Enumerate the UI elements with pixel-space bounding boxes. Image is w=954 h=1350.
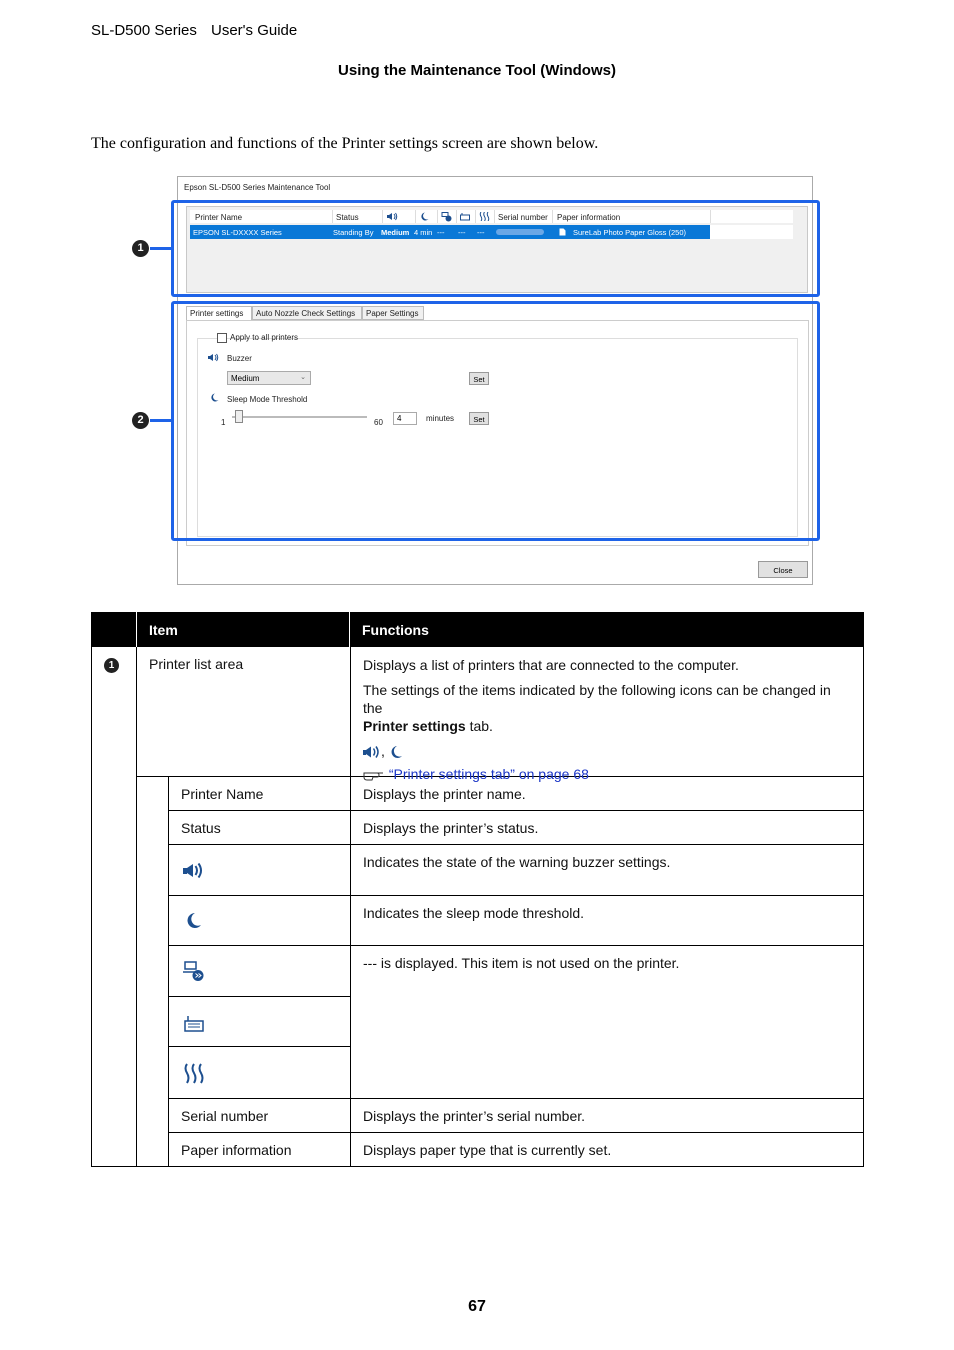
callout-box-1 bbox=[171, 200, 820, 297]
intro-text: The configuration and functions of the Printer settings screen are shown below. bbox=[91, 135, 599, 152]
row-buzzer: Medium bbox=[381, 228, 410, 237]
row-dash-3: --- bbox=[477, 228, 485, 237]
buzzer-icon bbox=[183, 862, 205, 879]
col-printer-name[interactable]: Printer Name bbox=[195, 213, 243, 222]
desc-link-row bbox=[363, 765, 853, 783]
header-blank-cell bbox=[91, 612, 137, 647]
sleep-set-button[interactable]: Set bbox=[469, 412, 489, 425]
col-status[interactable]: Status bbox=[336, 213, 359, 222]
cleaning-icon bbox=[183, 961, 205, 982]
row-status-item: Status bbox=[181, 820, 221, 836]
window-title: Epson SL-D500 Series Maintenance Tool bbox=[184, 183, 331, 192]
printer-list-area-desc bbox=[363, 656, 853, 783]
row-printer-name-item: Printer Name bbox=[181, 786, 264, 802]
row-printer-name: EPSON SL-DXXXX Series bbox=[193, 228, 282, 237]
row-serial-item: Serial number bbox=[181, 1108, 269, 1124]
row-status-func: Displays the printer’s status. bbox=[363, 820, 539, 836]
header-functions: Functions bbox=[350, 612, 864, 647]
section-badge-1 bbox=[104, 655, 119, 673]
buzzer-set-button[interactable]: Set bbox=[469, 372, 489, 385]
header-item: Item bbox=[137, 612, 350, 647]
slider-max: 60 bbox=[374, 418, 383, 427]
row-buzzer-func: Indicates the state of the warning buzzer settings. bbox=[363, 854, 671, 870]
heater-icon bbox=[183, 1063, 205, 1084]
minutes-input[interactable]: 4 bbox=[393, 412, 417, 425]
sleep-label: Sleep Mode Threshold bbox=[227, 395, 308, 404]
sleep-moon-icon bbox=[186, 912, 202, 929]
row-dash-2: --- bbox=[458, 228, 466, 237]
callout-badge-1: 1 bbox=[132, 240, 149, 257]
slider-min: 1 bbox=[221, 418, 226, 427]
callout-line-1 bbox=[150, 247, 172, 250]
row-serial-func: Displays the printer’s serial number. bbox=[363, 1108, 586, 1124]
apply-all-label: Apply to all printers bbox=[230, 333, 299, 342]
row-dash-1: --- bbox=[437, 228, 445, 237]
desc-text-a: The settings of the items indicated by the following icons can be changed in the bbox=[363, 682, 831, 716]
desc-line-1: Displays a list of printers that are connected to the computer. bbox=[363, 657, 739, 673]
row-paper-func: Displays paper type that is currently set. bbox=[363, 1142, 612, 1158]
sleep-moon-icon bbox=[389, 745, 403, 759]
buzzer-icon bbox=[363, 745, 381, 759]
col-serial[interactable]: Serial number bbox=[498, 213, 548, 222]
row-sleep: 4 min bbox=[414, 228, 433, 237]
col-paper-info[interactable]: Paper information bbox=[557, 213, 621, 222]
chevron-down-icon: ⌄ bbox=[300, 374, 306, 381]
printer-settings-tab-link[interactable]: “Printer settings tab” on page 68 bbox=[388, 766, 589, 782]
badge-1: 1 bbox=[104, 658, 119, 673]
row-paper: SureLab Photo Paper Gloss (250) bbox=[573, 228, 686, 237]
header-series: SL-D500 Series bbox=[91, 22, 197, 39]
row-status: Standing By bbox=[333, 228, 374, 237]
paper-feed-icon bbox=[184, 1015, 204, 1032]
pointing-hand-icon bbox=[363, 769, 385, 781]
printer-list-area: Printer list area bbox=[149, 656, 244, 672]
page-number: 67 bbox=[468, 1298, 486, 1315]
tab-paper-settings[interactable]: Paper Settings bbox=[362, 306, 424, 320]
buzzer-label: Buzzer bbox=[227, 354, 252, 363]
desc-text-c: tab. bbox=[469, 718, 493, 734]
callout-badge-2: 2 bbox=[132, 412, 149, 429]
callout-box-2 bbox=[171, 301, 820, 541]
section-title: Using the Maintenance Tool (Windows) bbox=[338, 62, 616, 79]
row-printer-name-func: Displays the printer name. bbox=[363, 786, 526, 802]
tab-printer-settings[interactable]: Printer settings bbox=[186, 306, 252, 320]
buzzer-select-value: Medium bbox=[231, 374, 260, 383]
minutes-label: minutes bbox=[426, 414, 455, 423]
desc-bold: Printer settings bbox=[363, 718, 466, 734]
header-guide: User's Guide bbox=[211, 22, 298, 39]
desc-line-2 bbox=[363, 681, 853, 735]
row-paper-item: Paper information bbox=[181, 1142, 292, 1158]
close-button[interactable]: Close bbox=[758, 561, 808, 578]
callout-line-2 bbox=[150, 419, 172, 422]
row-sleep-func: Indicates the sleep mode threshold. bbox=[363, 905, 585, 921]
desc-icons: , bbox=[363, 742, 853, 760]
tab-auto-nozzle-check[interactable]: Auto Nozzle Check Settings bbox=[252, 306, 362, 320]
row-unused-func: --- is displayed. This item is not used on the printer. bbox=[363, 955, 680, 971]
